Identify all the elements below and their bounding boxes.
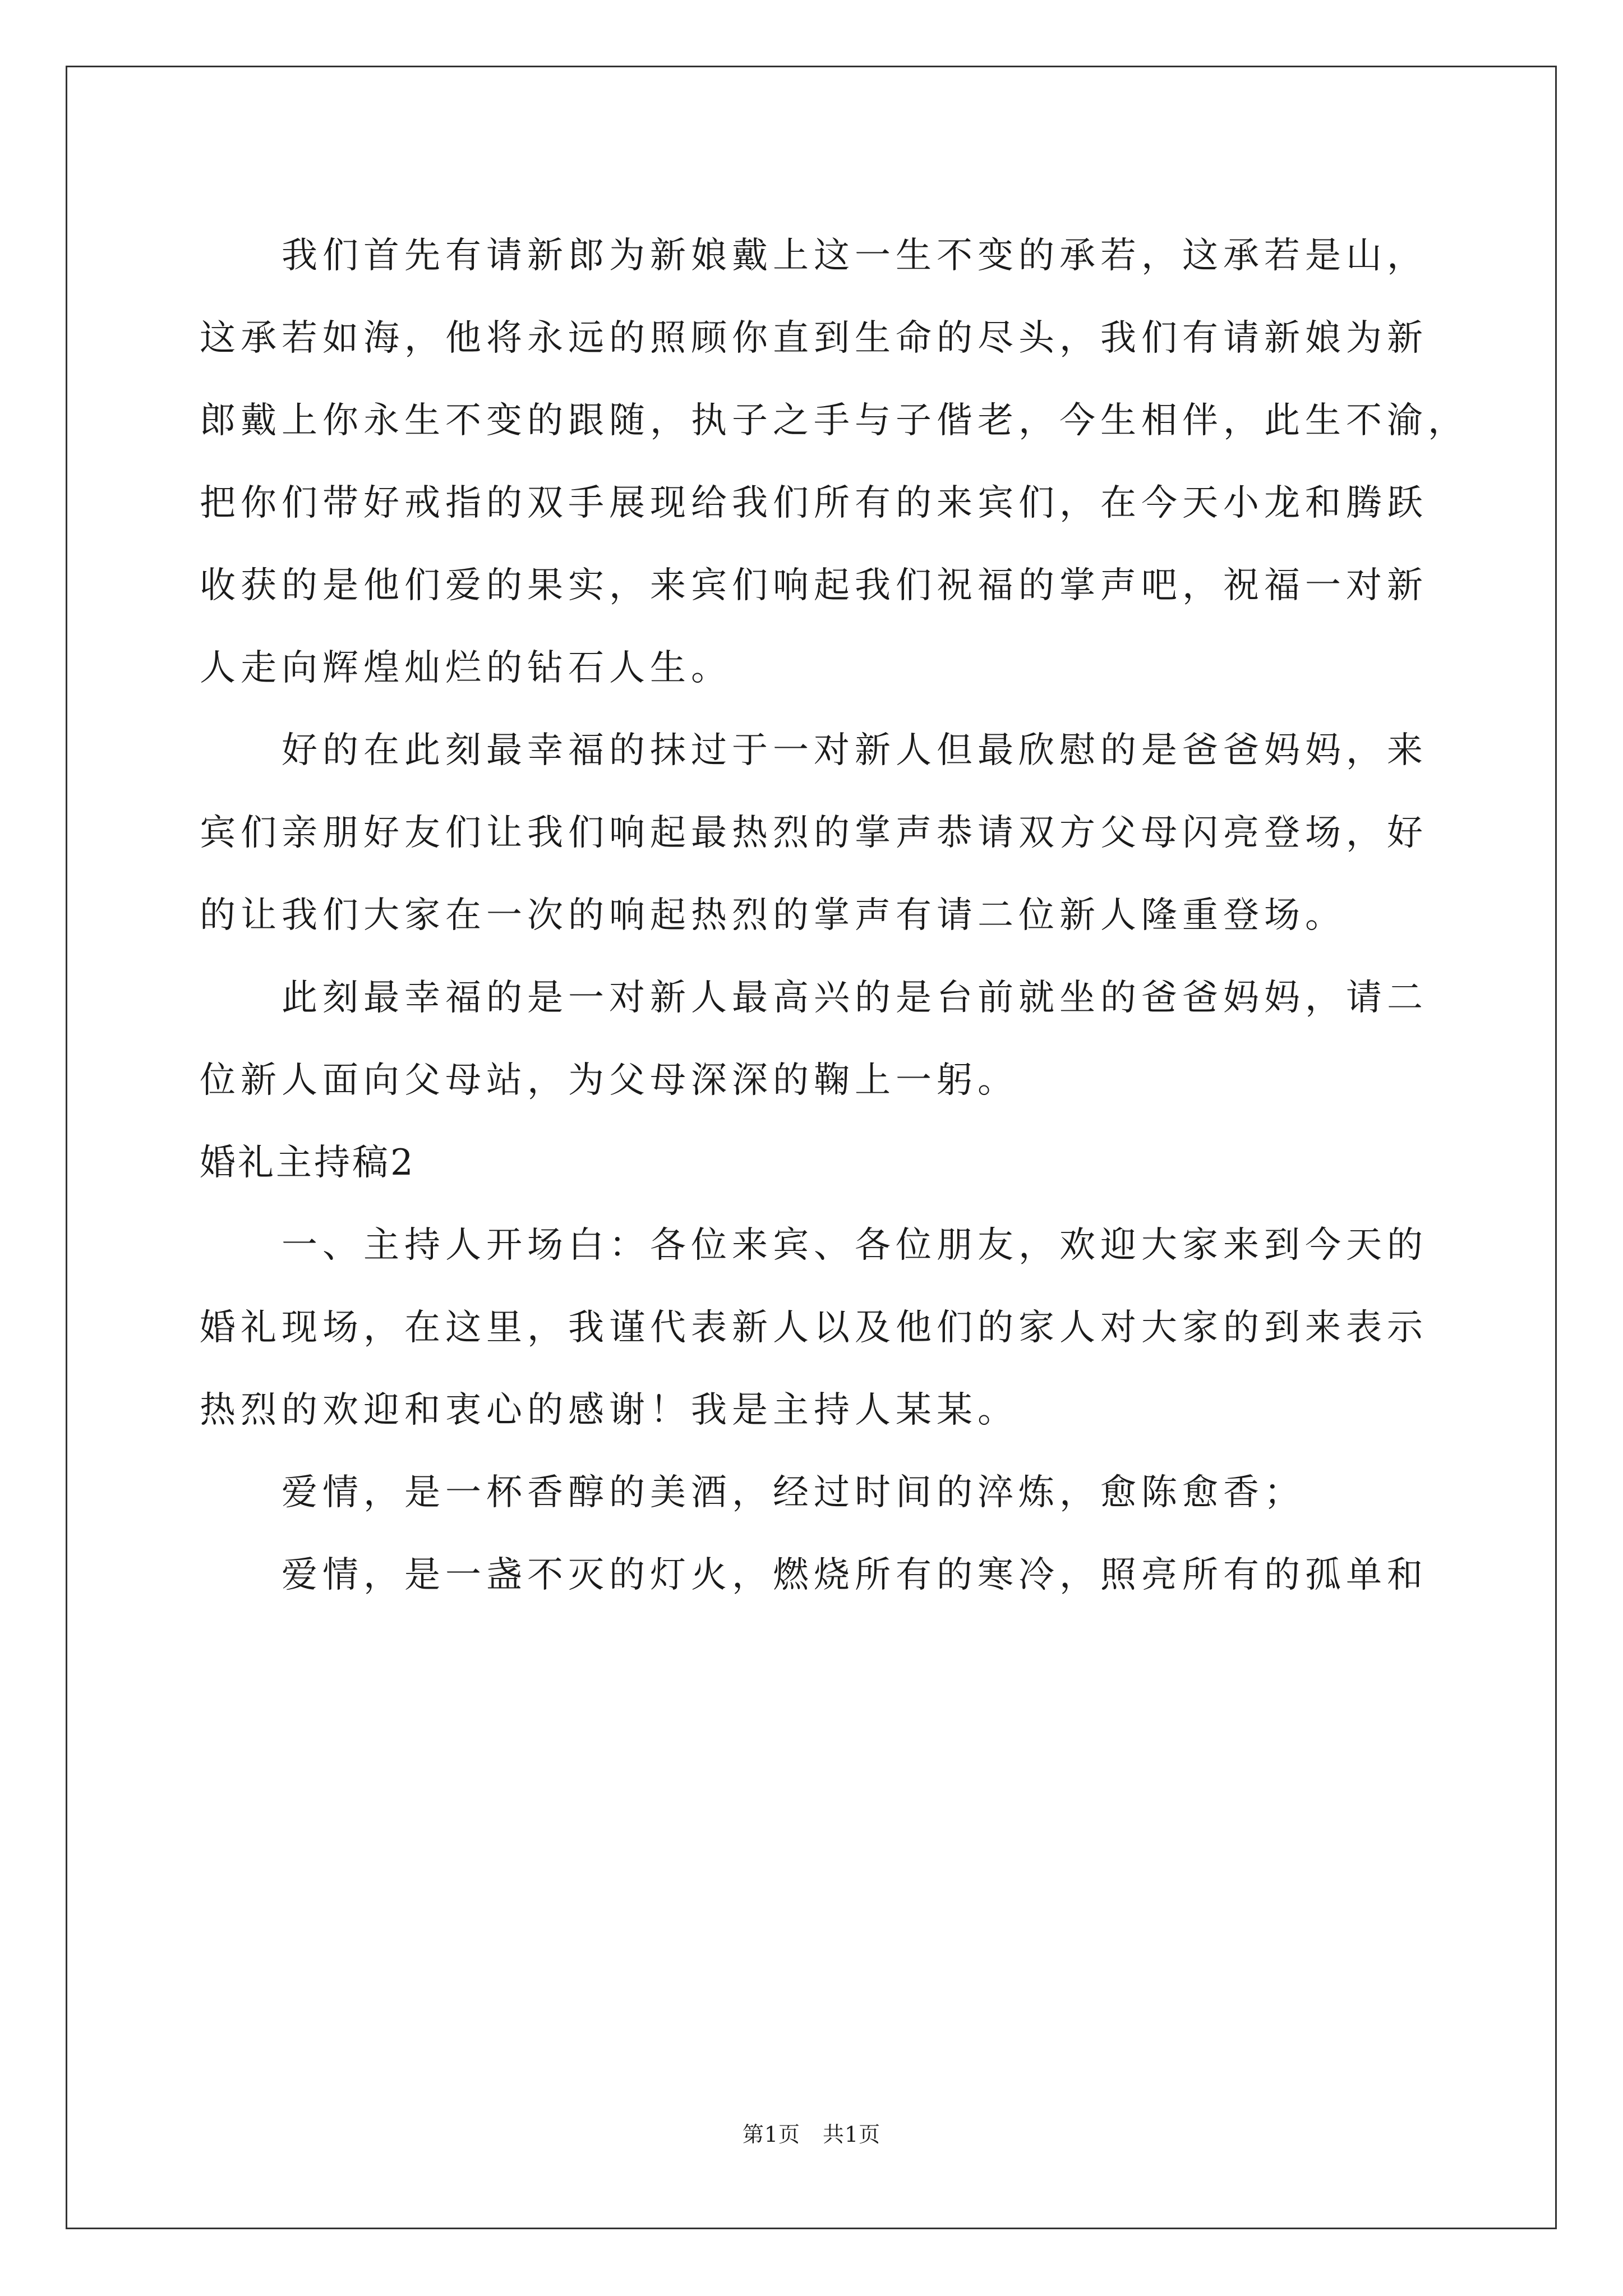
text-line: 爱情，是一杯香醇的美酒，经过时间的淬炼，愈陈愈香； (282, 1472, 1305, 1513)
text-line: 爱情，是一盏不灭的灯火，燃烧所有的寒冷，照亮所有的孤单和 (282, 1554, 1428, 1596)
section-heading: 婚礼主持稿2 (200, 1142, 416, 1184)
text-line: 婚礼现场，在这里，我谨代表新人以及他们的家人对大家的到来表示 (200, 1307, 1428, 1349)
text-line: 一、主持人开场白：各位来宾、各位朋友，欢迎大家来到今天的 (282, 1225, 1428, 1266)
page-number: 第1页 (742, 2122, 800, 2147)
page-footer (0, 2120, 1623, 2148)
text-line: 人走向辉煌灿烂的钻石人生。 (200, 647, 732, 689)
text-line: 此刻最幸福的是一对新人最高兴的是台前就坐的爸爸妈妈，请二 (282, 977, 1428, 1019)
text-line: 收获的是他们爱的果实，来宾们响起我们祝福的掌声吧，祝福一对新 (200, 565, 1428, 606)
text-line: 的让我们大家在一次的响起热烈的掌声有请二位新人隆重登场。 (200, 895, 1346, 936)
text-line: 宾们亲朋好友们让我们响起最热烈的掌声恭请双方父母闪亮登场，好 (200, 812, 1428, 854)
text-line: 把你们带好戒指的双手展现给我们所有的来宾们，在今天小龙和腾跃 (200, 482, 1428, 524)
text-line: 好的在此刻最幸福的抹过于一对新人但最欣慰的是爸爸妈妈，来 (282, 730, 1428, 771)
text-line: 我们首先有请新郎为新娘戴上这一生不变的承若，这承若是山， (282, 235, 1428, 277)
page-total: 共1页 (823, 2122, 881, 2147)
text-line: 郎戴上你永生不变的跟随，执子之手与子偕老，今生相伴，此生不渝， (200, 400, 1469, 441)
document-body (200, 215, 1469, 1617)
text-line: 位新人面向父母站，为父母深深的鞠上一躬。 (200, 1060, 1018, 1101)
text-line: 这承若如海，他将永远的照顾你直到生命的尽头，我们有请新娘为新 (200, 318, 1428, 359)
text-line: 热烈的欢迎和衷心的感谢！我是主持人某某。 (200, 1389, 1018, 1431)
